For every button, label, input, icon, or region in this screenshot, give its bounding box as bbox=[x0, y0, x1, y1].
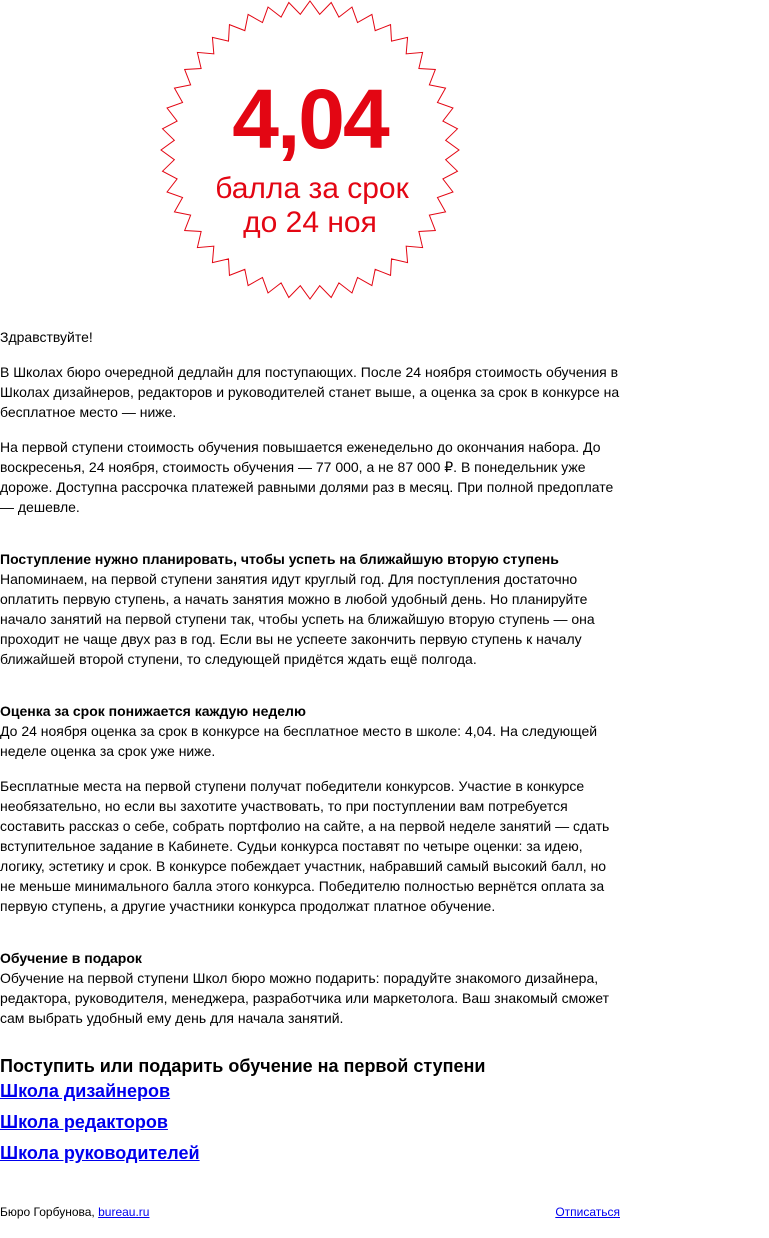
footer-company: Бюро Горбунова, bbox=[0, 1205, 95, 1219]
badge-line2: до 24 ноя bbox=[243, 206, 377, 239]
footer bbox=[0, 1203, 620, 1221]
badge-score: 4,04 bbox=[232, 72, 388, 166]
badge-graphic bbox=[160, 0, 460, 300]
cta-heading: Поступить или подарить обучение на первой ступени bbox=[0, 1056, 486, 1076]
school-editors-link[interactable]: Школа редакторов bbox=[0, 1112, 168, 1132]
intro-paragraph: В Школах бюро очередной дедлайн для поступающих. После 24 ноября стоимость обучения в Школах дизайнеров, редакторов и руководителей станет выше, а оценка за срок в конкурсе на бесплатное место — ниже. bbox=[0, 364, 620, 420]
price-paragraph: На первой ступени стоимость обучения повышается еженедельно до окончания набора. До воскресенья, 24 ноября, стоимость обучения — 77 000, а не 87 000 ₽. В понедельник уже дороже. Доступна рассрочка платежей равными долями раз в месяц. При полной предоплате — дешевле. bbox=[0, 439, 614, 515]
contest-paragraph: Бесплатные места на первой ступени получат победители конкурсов. Участие в конкурсе необязательно, но если вы захотите участвовать, то при поступлении вам потребуется составить рассказ о себе, собрать портфолио на сайте, а на первой неделе занятий — сдать вступительное задание в Кабинете. Судьи конкурса поставят по четыре оценки: за идею, логику, эстетику и срок. В конкурсе побеждает участник, набравший самый высокий балл, но не меньше минимального балла этого конкурса. Победителю полностью вернётся оплата за первую ступень, а другие участники конкурса продолжат платное обучение. bbox=[0, 778, 610, 914]
section-text: До 24 ноября оценка за срок в конкурсе на бесплатное место в школе: 4,04. На следующей неделе оценка за срок уже ниже. bbox=[0, 723, 598, 759]
school-managers-link[interactable]: Школа руководителей bbox=[0, 1143, 200, 1163]
section-text: Напоминаем, на первой ступени занятия идут круглый год. Для поступления достаточно оплатить первую ступень, а начать занятия можно в любой удобный день. Но планируйте начало занятий на первой ступени так, чтобы успеть на ближайшую вторую ступень — она проходит не чаще двух раз в год. Если вы не успеете закончить первую ступень к началу ближайшей второй ступени, то следующей придётся ждать ещё полгода. bbox=[0, 571, 595, 667]
footer-site-link[interactable]: bureau.ru bbox=[98, 1205, 150, 1219]
unsubscribe-link[interactable]: Отписаться bbox=[555, 1205, 620, 1219]
school-designers-link[interactable]: Школа дизайнеров bbox=[0, 1081, 171, 1101]
section-heading: Обучение в подарок bbox=[0, 950, 142, 966]
section-heading: Оценка за срок понижается каждую неделю bbox=[0, 703, 306, 719]
greeting: Здравствуйте! bbox=[0, 329, 93, 345]
section-text: Обучение на первой ступени Школ бюро можно подарить: порадуйте знакомого дизайнера, редактора, руководителя, менеджера, разработчика или маркетолога. Ваш знакомый сможет сам выбрать удобный ему день для начала занятий. bbox=[0, 970, 609, 1026]
badge-line1: балла за срок bbox=[215, 172, 409, 205]
score-badge bbox=[160, 0, 460, 300]
section-heading: Поступление нужно планировать, чтобы успеть на ближайшую вторую ступень bbox=[0, 551, 559, 567]
